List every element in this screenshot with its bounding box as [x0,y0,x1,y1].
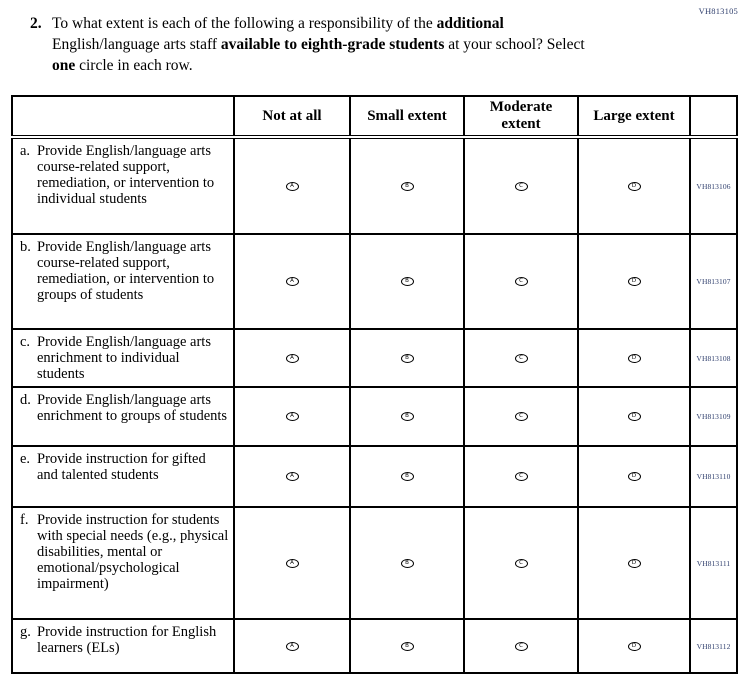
question-text-segment: To what extent is each of the following a responsibility of the [52,15,437,32]
answer-cell [234,234,350,329]
table-row [12,137,737,234]
answer-bubble-d[interactable]: D [628,412,641,421]
answer-bubble-b[interactable]: B [401,354,414,363]
statement-cell [12,507,234,619]
statement-letter: c. [20,334,31,350]
header-code-cell [690,96,737,137]
statement-inner [20,239,229,303]
answer-cell [578,329,690,387]
answer-bubble-c[interactable]: C [515,412,528,421]
answer-bubble-d[interactable]: D [628,472,641,481]
row-code: VH813111 [690,507,737,619]
table-row [12,329,737,387]
question-text [52,13,585,76]
answer-cell [464,446,578,507]
column-header: Moderate extent [464,96,578,137]
answer-cell [578,619,690,673]
table-row [12,234,737,329]
answer-bubble-c[interactable]: C [515,472,528,481]
statement-cell [12,446,234,507]
answer-bubble-d[interactable]: D [628,559,641,568]
answer-cell [350,234,464,329]
answer-cell [350,387,464,446]
question-text-segment: English/language arts staff [52,36,221,53]
answer-cell [234,329,350,387]
answer-bubble-b[interactable]: B [401,412,414,421]
statement-letter: d. [20,392,31,408]
row-code: VH813106 [690,137,737,234]
answer-cell [350,446,464,507]
statement-text: Provide English/language arts enrichment to individual students [37,334,211,382]
answer-bubble-b[interactable]: B [401,642,414,651]
answer-cell [464,329,578,387]
answer-cell [234,387,350,446]
statement-letter: b. [20,239,31,255]
statement-letter: f. [20,512,29,528]
statement-cell [12,234,234,329]
response-grid [11,95,738,674]
answer-bubble-b[interactable]: B [401,559,414,568]
row-code: VH813110 [690,446,737,507]
answer-cell [350,619,464,673]
statement-cell [12,619,234,673]
question-text-segment: at your school? Select [444,36,585,53]
answer-bubble-a[interactable]: A [286,642,299,651]
question-number: 2. [30,15,42,32]
row-code: VH813108 [690,329,737,387]
column-header: Large extent [578,96,690,137]
answer-cell [234,446,350,507]
statement-text: Provide English/language arts course-related support, remediation, or intervention to groups of students [37,239,215,303]
statement-cell [12,329,234,387]
answer-bubble-a[interactable]: A [286,354,299,363]
statement-inner [20,624,229,656]
statement-inner [20,334,229,382]
statement-letter: a. [20,143,31,159]
header-row [12,96,737,137]
statement-letter: e. [20,451,31,467]
answer-bubble-b[interactable]: B [401,182,414,191]
answer-bubble-a[interactable]: A [286,412,299,421]
statement-inner [20,143,229,207]
answer-cell [464,507,578,619]
question-text-segment: additional [436,15,504,32]
header-stem-cell [12,96,234,137]
answer-cell [464,387,578,446]
statement-text: Provide instruction for English learners (ELs) [37,624,217,656]
answer-bubble-a[interactable]: A [286,277,299,286]
answer-bubble-c[interactable]: C [515,182,528,191]
statement-inner [20,512,229,592]
row-code: VH813107 [690,234,737,329]
table-row [12,507,737,619]
answer-cell [578,446,690,507]
question-text-segment: one [52,57,76,74]
answer-cell [350,329,464,387]
question-block [0,0,750,76]
statement-text: Provide instruction for gifted and talented students [37,451,206,483]
row-code: VH813112 [690,619,737,673]
answer-bubble-d[interactable]: D [628,182,641,191]
answer-bubble-b[interactable]: B [401,472,414,481]
answer-cell [234,507,350,619]
answer-cell [578,234,690,329]
statement-inner [20,451,229,483]
statement-cell [12,387,234,446]
statement-text: Provide English/language arts enrichment to groups of students [37,392,228,424]
answer-cell [464,234,578,329]
answer-cell [578,507,690,619]
column-header: Not at all [234,96,350,137]
answer-cell [464,619,578,673]
statement-cell [12,137,234,234]
answer-cell [350,507,464,619]
table-row [12,446,737,507]
answer-cell [234,619,350,673]
answer-bubble-c[interactable]: C [515,559,528,568]
answer-cell [578,387,690,446]
row-code: VH813109 [690,387,737,446]
answer-cell [464,137,578,234]
answer-bubble-d[interactable]: D [628,354,641,363]
answer-bubble-c[interactable]: C [515,354,528,363]
form-code-top: VH813105 [698,6,738,16]
column-header: Small extent [350,96,464,137]
answer-bubble-a[interactable]: A [286,182,299,191]
answer-bubble-c[interactable]: C [515,642,528,651]
table-row [12,387,737,446]
answer-bubble-d[interactable]: D [628,277,641,286]
question-text-segment: available to eighth-grade students [220,36,445,53]
answer-cell [234,137,350,234]
statement-letter: g. [20,624,31,640]
answer-cell [578,137,690,234]
answer-cell [350,137,464,234]
answer-bubble-a[interactable]: A [286,559,299,568]
answer-bubble-a[interactable]: A [286,472,299,481]
answer-bubble-c[interactable]: C [515,277,528,286]
statement-text: Provide English/language arts course-related support, remediation, or intervention to individual students [37,143,215,207]
statement-inner [20,392,229,424]
statement-text: Provide instruction for students with special needs (e.g., physical disabilities, mental or emotional/psychological impairment) [37,512,229,592]
answer-bubble-d[interactable]: D [628,642,641,651]
answer-bubble-b[interactable]: B [401,277,414,286]
question-text-segment: circle in each row. [75,57,193,74]
table-row [12,619,737,673]
